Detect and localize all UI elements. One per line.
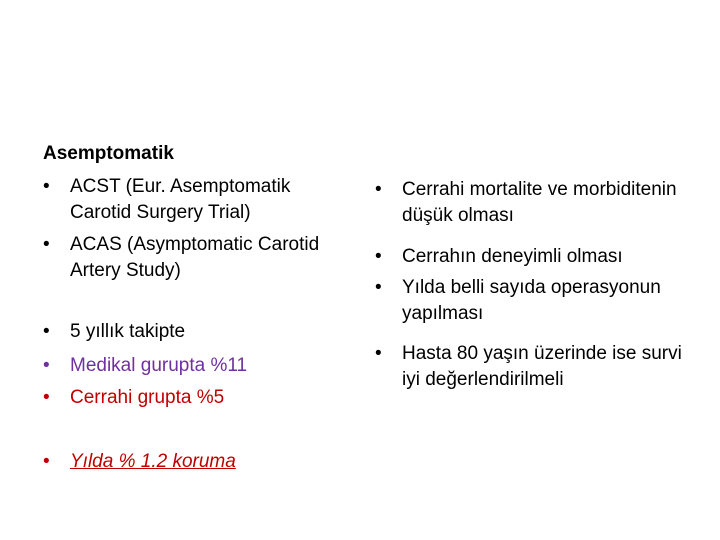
bullet-icon: • (375, 277, 382, 298)
item-text: Hasta 80 yaşın üzerinde ise survi iyi değerlendirilmeli (402, 343, 682, 390)
bullet-icon: • (375, 179, 382, 200)
list-item-acst (43, 174, 343, 226)
bullet-icon: • (43, 176, 50, 197)
item-text: ACST (Eur. Asemptomatik Carotid Surgery Trial) (70, 176, 291, 223)
list-item-mortality (375, 177, 705, 229)
list-item-operation-count (375, 275, 705, 327)
item-text: Cerrahi grupta %5 (70, 387, 225, 408)
item-text: Medikal gurupta %11 (70, 355, 248, 376)
bullet-icon: • (43, 321, 50, 342)
list-item-experience (375, 244, 623, 270)
item-text: Cerrahi mortalite ve morbiditenin düşük olması (402, 179, 677, 226)
list-item-age (375, 341, 705, 393)
item-text: Yılda belli sayıda operasyonun yapılması (402, 277, 661, 324)
section-heading: Asemptomatik (43, 143, 174, 164)
list-item-acas (43, 232, 343, 284)
bullet-icon: • (43, 451, 50, 472)
item-text: Cerrahın deneyimli olması (402, 246, 623, 267)
list-item-followup (43, 319, 185, 345)
bullet-icon: • (375, 343, 382, 364)
item-text: Yılda % 1.2 koruma (70, 451, 236, 472)
bullet-icon: • (375, 246, 382, 267)
item-text: ACAS (Asymptomatic Carotid Artery Study) (70, 234, 320, 281)
list-item-annual-protection (43, 449, 236, 475)
list-item-surgical-group (43, 385, 224, 411)
bullet-icon: • (43, 234, 50, 255)
item-text: 5 yıllık takipte (70, 321, 186, 342)
bullet-icon: • (43, 387, 50, 408)
bullet-icon: • (43, 355, 50, 376)
list-item-medical-group (43, 353, 247, 379)
